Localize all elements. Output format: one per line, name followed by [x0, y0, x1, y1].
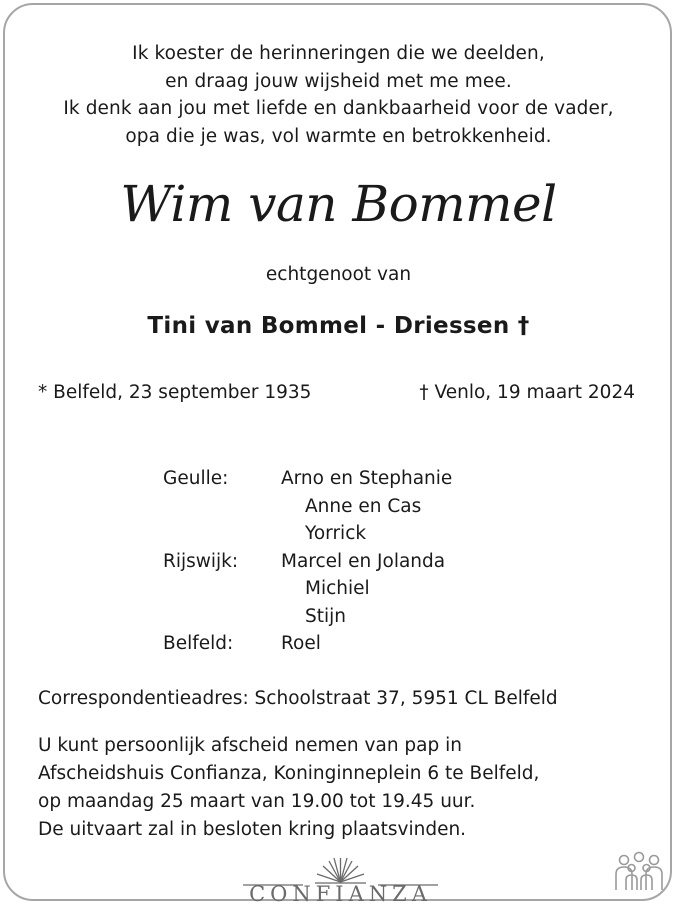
family-members: Marcel en Jolanda [281, 550, 446, 572]
family-place: Belfeld: [163, 633, 234, 654]
confianza-logo [243, 852, 438, 906]
info-line: op maandag 25 maart van 19.00 tot 19.45 uur. [38, 791, 476, 812]
family-child: Yorrick [305, 523, 367, 544]
info-line: De uitvaart zal in besloten kring plaatsvinden. [38, 819, 467, 840]
info-line: U kunt persoonlijk afscheid nemen van pap in [38, 735, 463, 756]
family-child: Michiel [305, 578, 370, 599]
family-child: Stijn [305, 605, 347, 627]
tree-logo-icon [243, 852, 438, 886]
spouse-name: Tini van Bommel - Driessen † [147, 313, 530, 339]
poem-line: Ik koester de herinneringen die we deelden, [132, 43, 545, 64]
info-line: Afscheidshuis Confianza, Koninginneplein 6 te Belfeld, [38, 763, 540, 784]
family-place: Rijswijk: [163, 550, 239, 572]
spouse-label: echtgenoot van [265, 264, 412, 285]
poem-line: Ik denk aan jou met liefde en dankbaarheid voor de vader, [63, 98, 614, 119]
family-row [163, 465, 452, 493]
birth-info: * Belfeld, 23 september 1935 [38, 382, 312, 403]
family-row [163, 630, 452, 658]
poem [0, 40, 677, 150]
family-row [163, 548, 452, 576]
deceased-name: Wim van Bommel [120, 175, 557, 233]
family-members: Arno en Stephanie [281, 468, 453, 489]
correspondence-address: Correspondentieadres: Schoolstraat 37, 5951 CL Belfeld [38, 688, 558, 709]
family-place: Geulle: [163, 468, 229, 489]
logo-text: CONFIANZA [249, 882, 432, 906]
poem-line: en draag jouw wijsheid met me mee. [165, 70, 512, 92]
death-info: † Venlo, 19 maart 2024 [419, 382, 635, 403]
farewell-info [38, 732, 539, 844]
family-child: Anne en Cas [305, 495, 422, 517]
poem-line: opa die je was, vol warmte en betrokkenheid. [125, 125, 552, 147]
family-members: Roel [281, 633, 321, 654]
family-list [163, 465, 452, 658]
people-group-icon [612, 850, 666, 892]
